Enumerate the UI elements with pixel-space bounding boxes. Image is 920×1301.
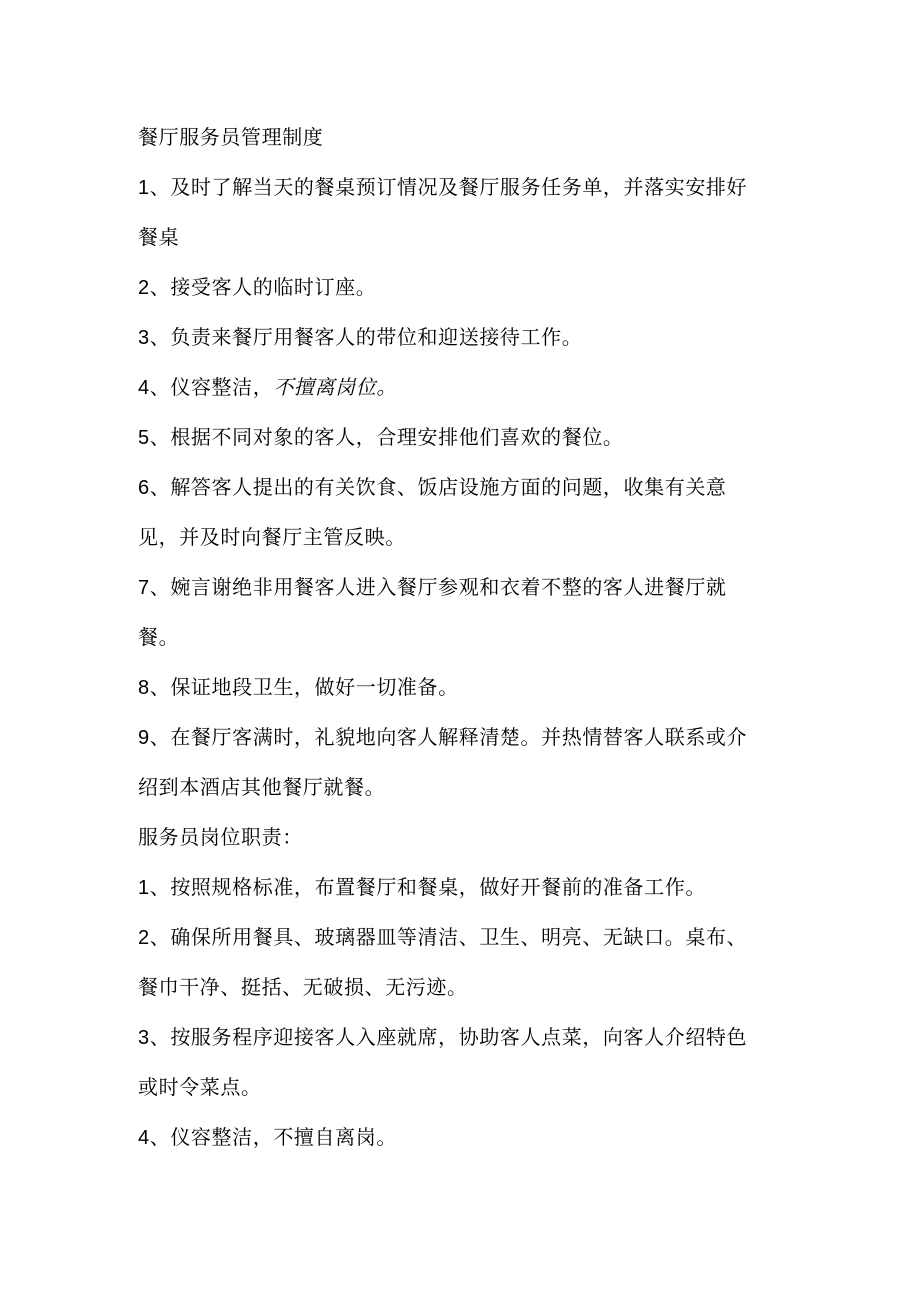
item-text-italic: 不擅离岗位。: [273, 375, 397, 399]
item-number: 3: [138, 1027, 150, 1049]
item-text-continued: 见，并及时向餐厅主管反映。: [138, 525, 406, 549]
item-number: 2: [138, 927, 150, 949]
item-number: 3: [138, 327, 150, 349]
item-number: 8: [138, 677, 150, 699]
section-1-item-3: [138, 312, 788, 362]
section-2-item-4: [138, 1112, 788, 1162]
section-1-item-4: [138, 362, 788, 412]
item-number: 2: [138, 277, 150, 299]
item-text-continued: 绍到本酒店其他餐厅就餐。: [138, 775, 386, 799]
item-number: 1: [138, 177, 150, 199]
section-2-item-2: [138, 912, 788, 1012]
item-text: 、仪容整洁，: [149, 375, 274, 399]
item-number: 5: [138, 427, 150, 449]
item-text: 、解答客人提出的有关饮食、饭店设施方面的问题，收集有关意: [149, 475, 727, 499]
item-text: 、婉言谢绝非用餐客人进入餐厅参观和衣着不整的客人进餐厅就: [149, 575, 727, 599]
item-text-continued: 或时令菜点。: [138, 1075, 262, 1099]
section-2-item-1: [138, 862, 788, 912]
item-text-continued: 餐。: [138, 625, 180, 649]
item-number: 1: [138, 877, 150, 899]
item-number: 6: [138, 477, 150, 499]
item-text-continued: 餐桌: [138, 225, 180, 249]
item-text: 、负责来餐厅用餐客人的带位和迎送接待工作。: [149, 325, 583, 349]
item-text: 、仪容整洁，不擅自离岗。: [149, 1125, 397, 1149]
section-1-item-5: [138, 412, 788, 462]
item-text: 、根据不同对象的客人，合理安排他们喜欢的餐位。: [149, 425, 624, 449]
section-1-item-9: [138, 712, 788, 812]
item-number: 4: [138, 377, 150, 399]
section-1-item-1: [138, 162, 788, 262]
item-text: 、确保所用餐具、玻璃器皿等清洁、卫生、明亮、无缺口。桌布、: [149, 925, 748, 949]
section-1-item-7: [138, 562, 788, 662]
item-text: 、保证地段卫生，做好一切准备。: [149, 675, 459, 699]
section-2-item-3: [138, 1012, 788, 1112]
item-text: 、及时了解当天的餐桌预订情况及餐厅服务任务单，并落实安排好: [149, 175, 748, 199]
item-number: 4: [138, 1127, 150, 1149]
section-2-heading: 服务员岗位职责：: [138, 825, 303, 849]
section-1-item-6: [138, 462, 788, 562]
item-text: 、按照规格标准，布置餐厅和餐桌，做好开餐前的准备工作。: [149, 875, 706, 899]
item-text: 、按服务程序迎接客人入座就席，协助客人点菜，向客人介绍特色: [149, 1025, 748, 1049]
item-text-continued: 餐巾干净、挺括、无破损、无污迹。: [138, 975, 468, 999]
document-title: 餐厅服务员管理制度: [138, 125, 324, 149]
item-number: 9: [138, 727, 150, 749]
item-text: 、接受客人的临时订座。: [149, 275, 377, 299]
section-1-item-2: [138, 262, 788, 312]
document-body: [138, 112, 788, 1162]
item-text: 、在餐厅客满时，礼貌地向客人解释清楚。并热情替客人联系或介: [149, 725, 748, 749]
section-1-item-8: [138, 662, 788, 712]
item-number: 7: [138, 577, 150, 599]
